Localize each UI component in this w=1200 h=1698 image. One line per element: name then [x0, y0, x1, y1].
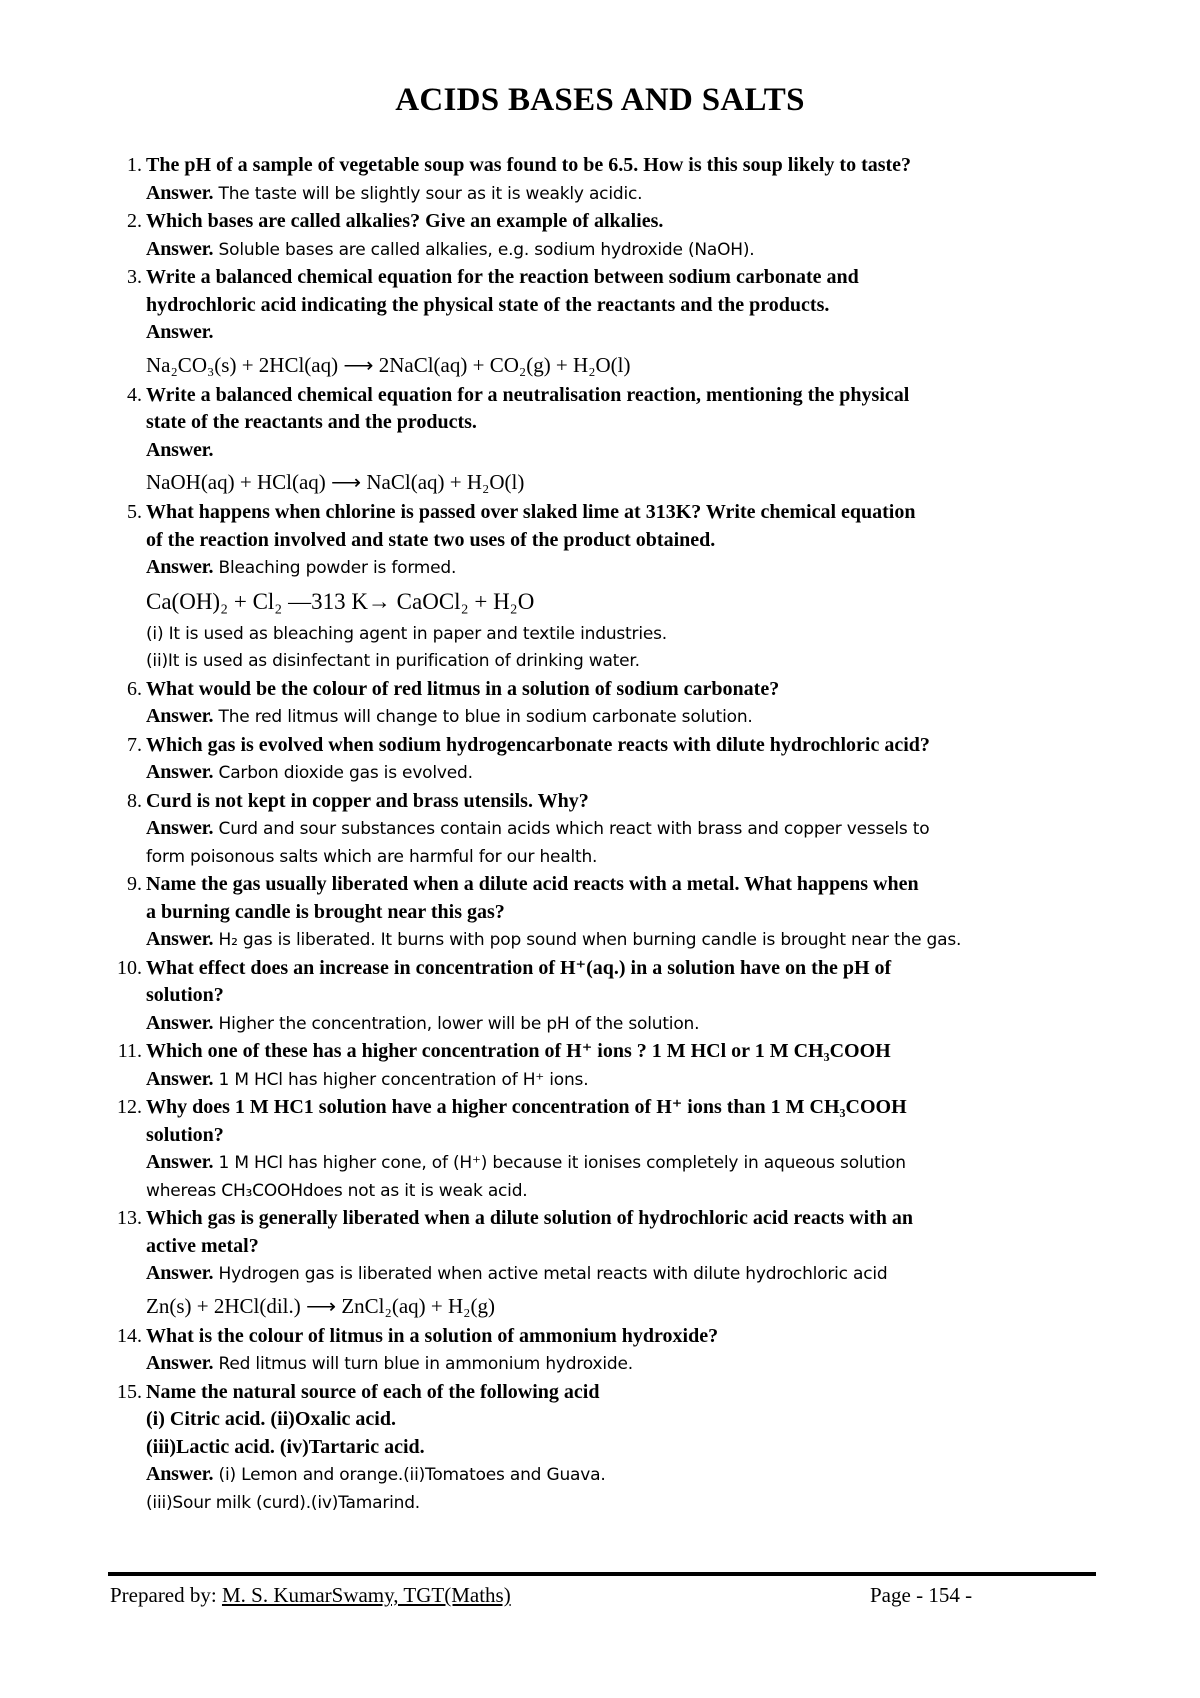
- answer-line: [146, 815, 1112, 844]
- footer-divider: [108, 1572, 1096, 1576]
- question-line: (i) Citric acid. (ii)Oxalic acid.: [146, 1408, 396, 1430]
- answer-text: (iii)Sour milk (curd).(iv)Tamarind.: [146, 1492, 421, 1513]
- answer-point: (i) It is used as bleaching agent in paper and textile industries.: [146, 623, 667, 644]
- chemical-equation: Na₂CO₃(s) + 2HCl(aq) ⟶ 2NaCl(aq) + CO₂(g) + H₂O(l): [146, 352, 631, 377]
- qa-item: [112, 499, 1112, 676]
- answer-point: (ii)It is used as disinfectant in purification of drinking water.: [146, 651, 640, 671]
- answer-line: [146, 236, 1112, 265]
- answer-text: (i) Lemon and orange.(ii)Tomatoes and Guava.: [218, 1465, 606, 1485]
- qa-item: [112, 1323, 1112, 1379]
- answer-label: Answer.: [146, 1352, 214, 1374]
- answer-text: The taste will be slightly sour as it is weakly acidic.: [218, 183, 643, 204]
- question-line: What happens when chlorine is passed over slaked lime at 313K? Write chemical equation: [146, 501, 916, 523]
- answer-line: [146, 926, 1112, 955]
- question-line: solution?: [146, 984, 224, 1006]
- answer-line: [146, 1010, 1112, 1039]
- question-line: What is the colour of litmus in a solution of ammonium hydroxide?: [146, 1324, 719, 1347]
- item-number: 12.: [117, 1096, 142, 1118]
- item-number: 11.: [117, 1040, 142, 1062]
- answer-label: Answer.: [146, 181, 214, 204]
- item-number: 13.: [117, 1207, 142, 1229]
- question-line: Name the gas usually liberated when a dilute acid reacts with a metal. What happens when: [146, 873, 919, 895]
- answer-line: [146, 1260, 1112, 1289]
- qa-item: [112, 1205, 1112, 1323]
- question-line: The pH of a sample of vegetable soup was found to be 6.5. How is this soup likely to taste?: [146, 154, 912, 176]
- question-line: What effect does an increase in concentration of H⁺(aq.) in a solution have on the pH of: [146, 956, 892, 979]
- answer-line: [146, 1350, 1112, 1379]
- qa-item: [112, 208, 1112, 264]
- footer-page-number: Page - 154 -: [870, 1583, 973, 1607]
- answer-line: [146, 1149, 1112, 1178]
- answer-line: [146, 554, 1112, 583]
- answer-text: 1 M HCl has higher concentration of H⁺ ions.: [218, 1069, 589, 1090]
- qa-item: [112, 676, 1112, 732]
- answer-line: [146, 1461, 1112, 1490]
- qa-item: [112, 152, 1112, 208]
- answer-label: Answer.: [146, 1262, 214, 1284]
- item-number: 5.: [127, 501, 142, 523]
- item-number: 15.: [117, 1380, 142, 1403]
- answer-text: 1 M HCl has higher cone, of (H⁺) because it ionises completely in aqueous solution: [218, 1153, 906, 1173]
- question-line: a burning candle is brought near this gas?: [146, 900, 505, 923]
- item-number: 14.: [117, 1324, 142, 1347]
- question-line: Write a balanced chemical equation for the reaction between sodium carbonate and: [146, 266, 859, 288]
- question-answer-list: [112, 152, 1112, 1517]
- qa-item: [112, 871, 1112, 955]
- question-line: Name the natural source of each of the following acid: [146, 1380, 600, 1403]
- qa-item: [112, 788, 1112, 872]
- answer-line: [146, 1490, 1112, 1518]
- footer-author: M. S. KumarSwamy, TGT(Maths): [221, 1583, 511, 1607]
- answer-line: [146, 703, 1112, 732]
- answer-line: [146, 759, 1112, 788]
- answer-text: Hydrogen gas is liberated when active metal reacts with dilute hydrochloric acid: [218, 1264, 888, 1284]
- item-number: 3.: [127, 266, 142, 288]
- answer-line: [146, 1066, 1112, 1095]
- answer-label: Answer.: [146, 705, 214, 727]
- answer-label: Answer.: [146, 321, 214, 343]
- qa-item: [112, 1038, 1112, 1094]
- answer-label: Answer.: [146, 1151, 214, 1173]
- answer-text: Curd and sour substances contain acids which react with brass and copper vessels to: [218, 819, 930, 839]
- page-title: ACIDS BASES AND SALTS: [395, 82, 805, 118]
- answer-label: Answer.: [146, 556, 214, 578]
- question-line: Curd is not kept in copper and brass utensils. Why?: [146, 789, 589, 812]
- answer-text: whereas CH₃COOHdoes not as it is weak acid.: [146, 1180, 528, 1201]
- question-line: solution?: [146, 1123, 224, 1146]
- item-number: 1.: [127, 154, 142, 176]
- question-line: active metal?: [146, 1234, 259, 1257]
- item-number: 8.: [127, 789, 142, 812]
- answer-line: [146, 180, 1112, 209]
- footer-credit: [110, 1583, 511, 1608]
- chemical-equation: NaOH(aq) + HCl(aq) ⟶ NaCl(aq) + H₂O(l): [146, 470, 525, 494]
- answer-label: Answer.: [146, 1067, 214, 1090]
- item-number: 9.: [127, 873, 142, 895]
- answer-label: Answer.: [146, 1463, 214, 1485]
- chemical-equation: Zn(s) + 2HCl(dil.) ⟶ ZnCl₂(aq) + H₂(g): [146, 1293, 495, 1318]
- answer-label: Answer.: [146, 817, 214, 839]
- question-line: Which gas is generally liberated when a dilute solution of hydrochloric acid reacts with an: [146, 1207, 914, 1229]
- item-number: 10.: [117, 956, 142, 979]
- qa-item: [112, 955, 1112, 1039]
- answer-line: [146, 1178, 1112, 1206]
- answer-label: Answer.: [146, 438, 214, 461]
- answer-line: [146, 319, 1112, 348]
- qa-item: [112, 1094, 1112, 1205]
- answer-label: Answer.: [146, 928, 214, 950]
- answer-line: [146, 437, 1112, 466]
- qa-item: [112, 382, 1112, 500]
- answer-text: The red litmus will change to blue in sodium carbonate solution.: [218, 707, 753, 727]
- item-number: 7.: [127, 733, 142, 756]
- footer-prepared-label: Prepared by:: [110, 1583, 217, 1607]
- answer-line: [146, 844, 1112, 872]
- item-number: 4.: [127, 383, 142, 406]
- answer-label: Answer.: [146, 237, 214, 260]
- answer-label: Answer.: [146, 1011, 214, 1034]
- question-line: Which bases are called alkalies? Give an example of alkalies.: [146, 210, 664, 232]
- qa-item: [112, 264, 1112, 382]
- answer-label: Answer.: [146, 761, 214, 783]
- question-line: state of the reactants and the products.: [146, 411, 477, 433]
- question-line: Why does 1 M HC1 solution have a higher concentration of H⁺ ions than 1 M CH₃COOH: [146, 1096, 907, 1118]
- qa-item: [112, 732, 1112, 788]
- answer-text: Carbon dioxide gas is evolved.: [218, 763, 473, 783]
- question-line: What would be the colour of red litmus in a solution of sodium carbonate?: [146, 677, 780, 700]
- qa-item: [112, 1379, 1112, 1518]
- answer-text: Bleaching powder is formed.: [218, 558, 457, 578]
- answer-text: Higher the concentration, lower will be pH of the solution.: [218, 1013, 700, 1034]
- chemical-equation: Ca(OH)₂ + Cl₂ —313 K→ CaOCl₂ + H₂O: [146, 588, 535, 614]
- item-number: 6.: [127, 677, 142, 700]
- question-line: (iii)Lactic acid. (iv)Tartaric acid.: [146, 1435, 425, 1458]
- item-number: 2.: [127, 210, 142, 232]
- answer-text: H₂ gas is liberated. It burns with pop sound when burning candle is brought near the gas.: [218, 930, 962, 950]
- answer-text: Soluble bases are called alkalies, e.g. sodium hydroxide (NaOH).: [218, 239, 755, 260]
- answer-text: form poisonous salts which are harmful for our health.: [146, 846, 598, 867]
- question-line: Which one of these has a higher concentration of H⁺ ions ? 1 M HCl or 1 M CH₃COOH: [146, 1040, 891, 1062]
- question-line: Which gas is evolved when sodium hydrogencarbonate reacts with dilute hydrochloric acid?: [146, 733, 930, 756]
- question-line: Write a balanced chemical equation for a neutralisation reaction, mentioning the physical: [146, 383, 910, 406]
- question-line: of the reaction involved and state two uses of the product obtained.: [146, 528, 716, 551]
- answer-text: Red litmus will turn blue in ammonium hydroxide.: [218, 1354, 633, 1374]
- question-line: hydrochloric acid indicating the physical state of the reactants and the products.: [146, 293, 830, 316]
